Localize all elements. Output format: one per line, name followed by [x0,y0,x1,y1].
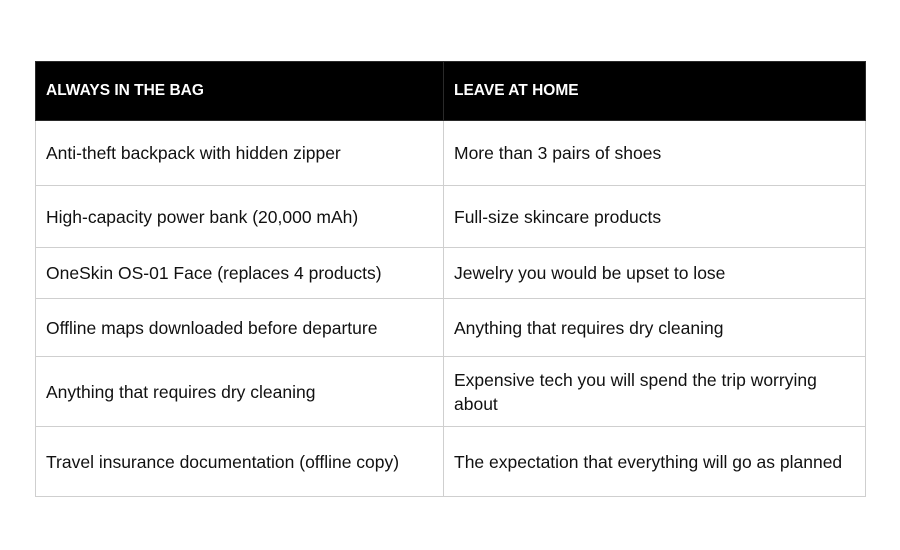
bring-item-cell: OneSkin OS-01 Face (replaces 4 products) [36,248,444,299]
table-body [36,121,866,497]
column-header-leave-at-home: LEAVE AT HOME [444,62,866,121]
header-row [36,62,866,121]
leave-item-cell: Full-size skincare products [444,186,866,248]
bring-item-cell: Travel insurance documentation (offline copy) [36,427,444,497]
table-row [36,248,866,299]
table-header [36,62,866,121]
leave-item-cell: The expectation that everything will go as planned [444,427,866,497]
bring-item-cell: Anything that requires dry cleaning [36,357,444,427]
bring-item-cell: High-capacity power bank (20,000 mAh) [36,186,444,248]
bring-item-cell: Anti-theft backpack with hidden zipper [36,121,444,186]
column-header-always-in-bag: ALWAYS IN THE BAG [36,62,444,121]
packing-list-table [35,61,866,497]
table-row [36,121,866,186]
table-row [36,299,866,357]
table-row [36,186,866,248]
table-row [36,427,866,497]
leave-item-cell: Jewelry you would be upset to lose [444,248,866,299]
bring-item-cell: Offline maps downloaded before departure [36,299,444,357]
leave-item-cell: More than 3 pairs of shoes [444,121,866,186]
leave-item-cell: Anything that requires dry cleaning [444,299,866,357]
leave-item-cell: Expensive tech you will spend the trip worrying about [444,357,866,427]
table-row [36,357,866,427]
